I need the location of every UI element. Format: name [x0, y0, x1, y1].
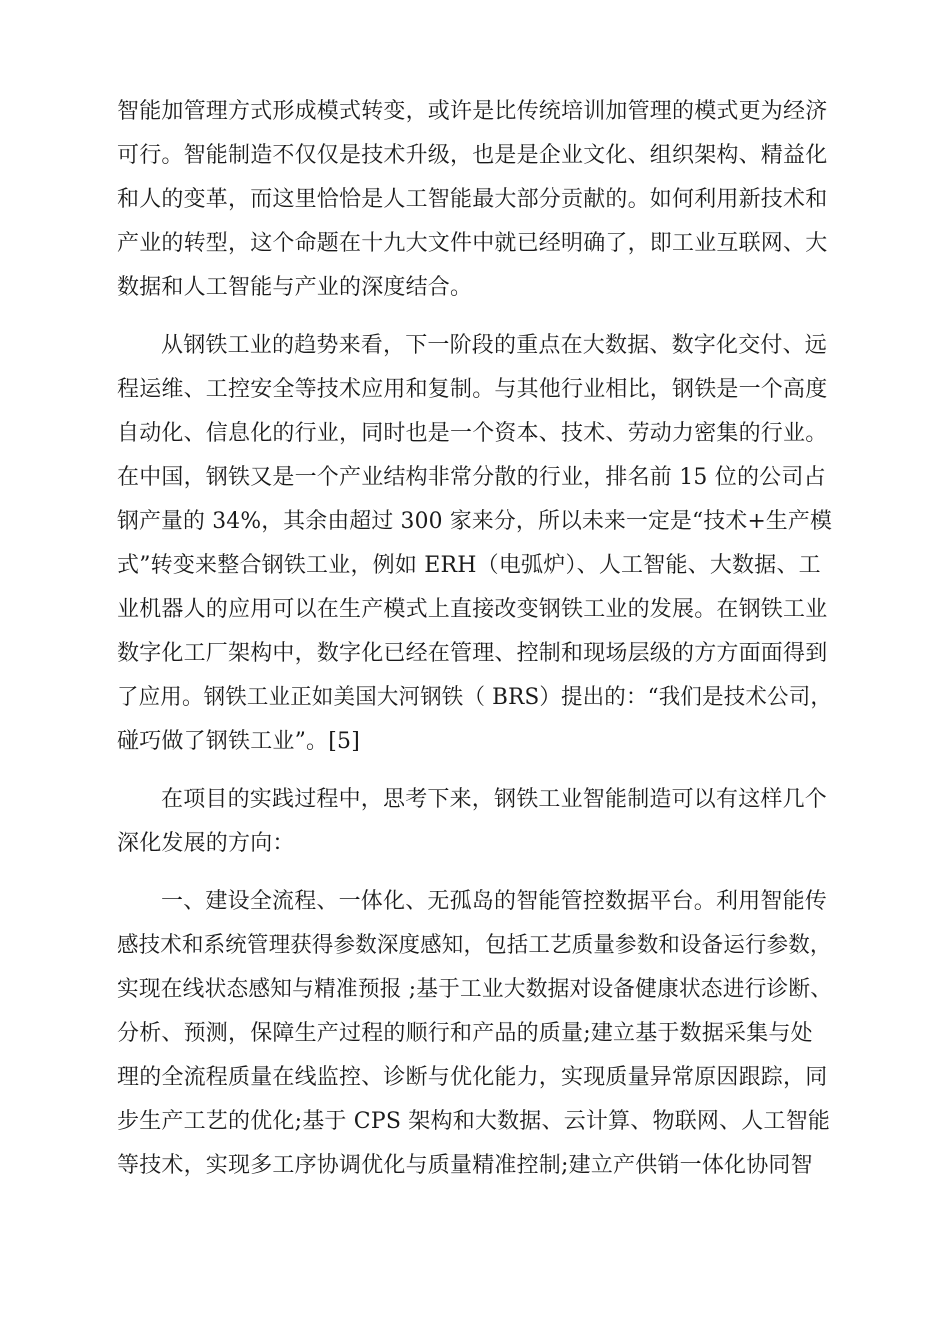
- text-line: 自动化、信息化的行业，同时也是一个资本、技术、劳动力密集的行业。: [117, 421, 828, 446]
- text-line: 分析、预测，保障生产过程的顺行和产品的质量;建立基于数据采集与处: [117, 1021, 813, 1046]
- text-line: 数字化工厂架构中，数字化已经在管理、控制和现场层级的方方面面得到: [117, 641, 828, 666]
- text-line: 实现在线状态感知与精准预报 ;基于工业大数据对设备健康状态进行诊断、: [117, 977, 833, 1002]
- text-line: 碰巧做了钢铁工业”。[5]: [117, 729, 361, 754]
- text-line: 步生产工艺的优化;基于 CPS 架构和大数据、云计算、物联网、人工智能: [117, 1109, 831, 1134]
- text-line: 程运维、工控安全等技术应用和复制。与其他行业相比，钢铁是一个高度: [117, 377, 828, 402]
- text-line: 可行。智能制造不仅仅是技术升级，也是是企业文化、组织架构、精益化: [117, 143, 828, 168]
- text-line: 业机器人的应用可以在生产模式上直接改变钢铁工业的发展。在钢铁工业: [117, 597, 828, 622]
- text-line: 数据和人工智能与产业的深度结合。: [117, 275, 473, 300]
- text-line: 产业的转型，这个命题在十九大文件中就已经明确了，即工业互联网、大: [117, 231, 828, 256]
- text-line: 感技术和系统管理获得参数深度感知，包括工艺质量参数和设备运行参数，: [117, 933, 832, 958]
- text-line: 在项目的实践过程中，思考下来，钢铁工业智能制造可以有这样几个: [161, 787, 828, 812]
- text-line: 一、建设全流程、一体化、无孤岛的智能管控数据平台。利用智能传: [161, 889, 828, 914]
- text-line: 理的全流程质量在线监控、诊断与优化能力，实现质量异常原因跟踪，同: [117, 1065, 828, 1090]
- text-line: 等技术，实现多工序协调优化与质量精准控制;建立产供销一体化协同智: [117, 1153, 813, 1178]
- text-line: 了应用。钢铁工业正如美国大河钢铁（ BRS）提出的：“我们是技术公司，: [117, 685, 833, 710]
- text-line: 式”转变来整合钢铁工业，例如 ERH（电弧炉）、人工智能、大数据、工: [117, 553, 821, 578]
- text-line: 深化发展的方向：: [117, 831, 295, 856]
- text-line: 在中国，钢铁又是一个产业结构非常分散的行业，排名前 15 位的公司占: [117, 465, 826, 490]
- text-line: 钢产量的 34%，其余由超过 300 家来分，所以未来一定是“技术+生产模: [117, 509, 832, 534]
- text-line: 和人的变革，而这里恰恰是人工智能最大部分贡献的。如何利用新技术和: [117, 187, 828, 212]
- text-line: 智能加管理方式形成模式转变，或许是比传统培训加管理的模式更为经济: [117, 99, 828, 124]
- text-line: 从钢铁工业的趋势来看，下一阶段的重点在大数据、数字化交付、远: [161, 333, 828, 358]
